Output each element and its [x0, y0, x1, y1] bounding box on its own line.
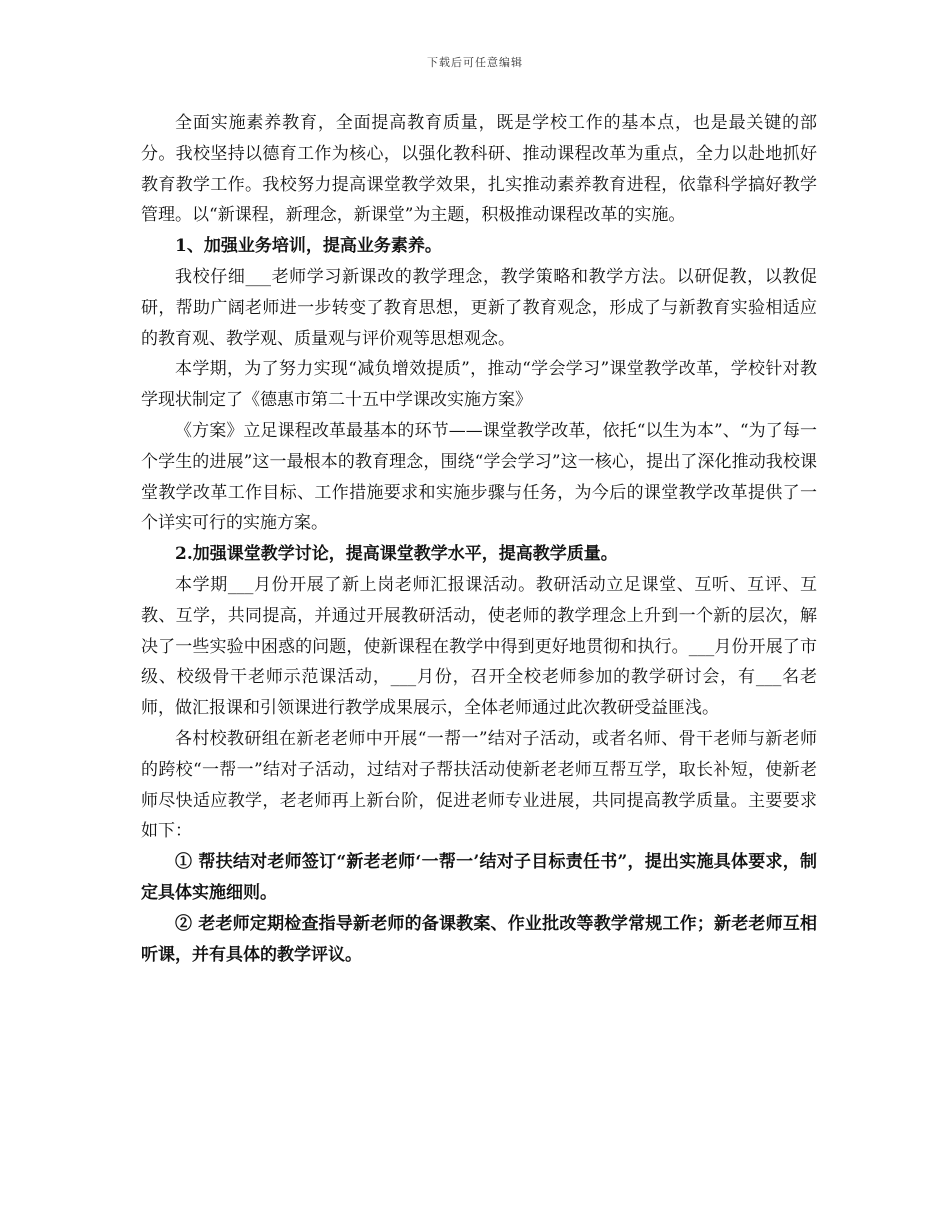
paragraph-plan-details: 《方案》立足课程改革最基本的环节——课堂教学改革，依托“以生为本”、“为了每一个学生的进展”这一最根本的教育理念，围绕“学会学习”这一核心，提出了深化推动我校课堂教学改革工作目标、工作措施要求和实施步骤与任务，为今后的课堂教学改革提供了一个详实可行的实施方案。	[141, 420, 817, 534]
paragraph-mentoring: 各村校教研组在新老老师中开展“一帮一”结对子活动，或者名师、骨干老师与新老师的跨校“一帮一”结对子活动，过结对子帮扶活动使新老老师互帮互学，取长补短，使新老师尽快适应教学，老老师再上新台阶，促进老师专业进展，共同提高教学质量。主要要求如下：	[141, 728, 817, 842]
requirement-item-2: ② 老老师定期检查指导新老师的备课教案、作业批改等教学常规工作；新老老师互相听课，并有具体的教学评议。	[141, 913, 817, 965]
requirement-item-1: ① 帮扶结对老师签订“新老老师‘一帮一’结对子目标责任书”，提出实施具体要求，制定具体实施细则。	[141, 852, 817, 903]
paragraph-intro: 全面实施素养教育，全面提高教育质量，既是学校工作的基本点，也是最关键的部分。我校坚持以德育工作为核心，以强化教科研、推动课程改革为重点，全力以赴地抓好教育教学工作。我校努力提高课堂教学效果，扎实推动素养教育进程，依靠科学搞好教学管理。以“新课程，新理念，新课堂”为主题，积极推动课程改革的实施。	[141, 113, 817, 226]
paragraph-semester-plan: 本学期，为了努力实现“减负增效提质”，推动“学会学习”课堂教学改革，学校针对教学现状制定了《德惠市第二十五中学课改实施方案》	[141, 359, 817, 411]
section-heading-2: 2.加强课堂教学讨论，提高课堂教学水平，提高教学质量。	[175, 544, 618, 565]
paragraph-teaching-research: 本学期___月份开展了新上岗老师汇报课活动。教研活动立足课堂、互听、互评、互教、互学，共同提高，并通过开展教研活动，使老师的教学理念上升到一个新的层次，解决了一些实验中困惑的问题，使新课程在教学中得到更好地贯彻和执行。___月份开展了市级、校级骨干老师示范课活动，___月份，召开全校老师参加的教学研讨会，有___名老师，做汇报课和引领课进行教学成果展示，全体老师通过此次教研受益匪浅。	[141, 574, 817, 719]
paragraph-training: 我校仔细___老师学习新课改的教学理念，教学策略和教学方法。以研促教，以教促研，帮助广阔老师进一步转变了教育思想，更新了教育观念，形成了与新教育实验相适应的教育观、教学观、质量观与评价观等思想观念。	[141, 266, 817, 349]
page-header: 下载后可任意编辑	[427, 56, 523, 69]
section-heading-1: 1、加强业务培训，提高业务素养。	[175, 236, 442, 257]
document-body	[141, 108, 817, 970]
